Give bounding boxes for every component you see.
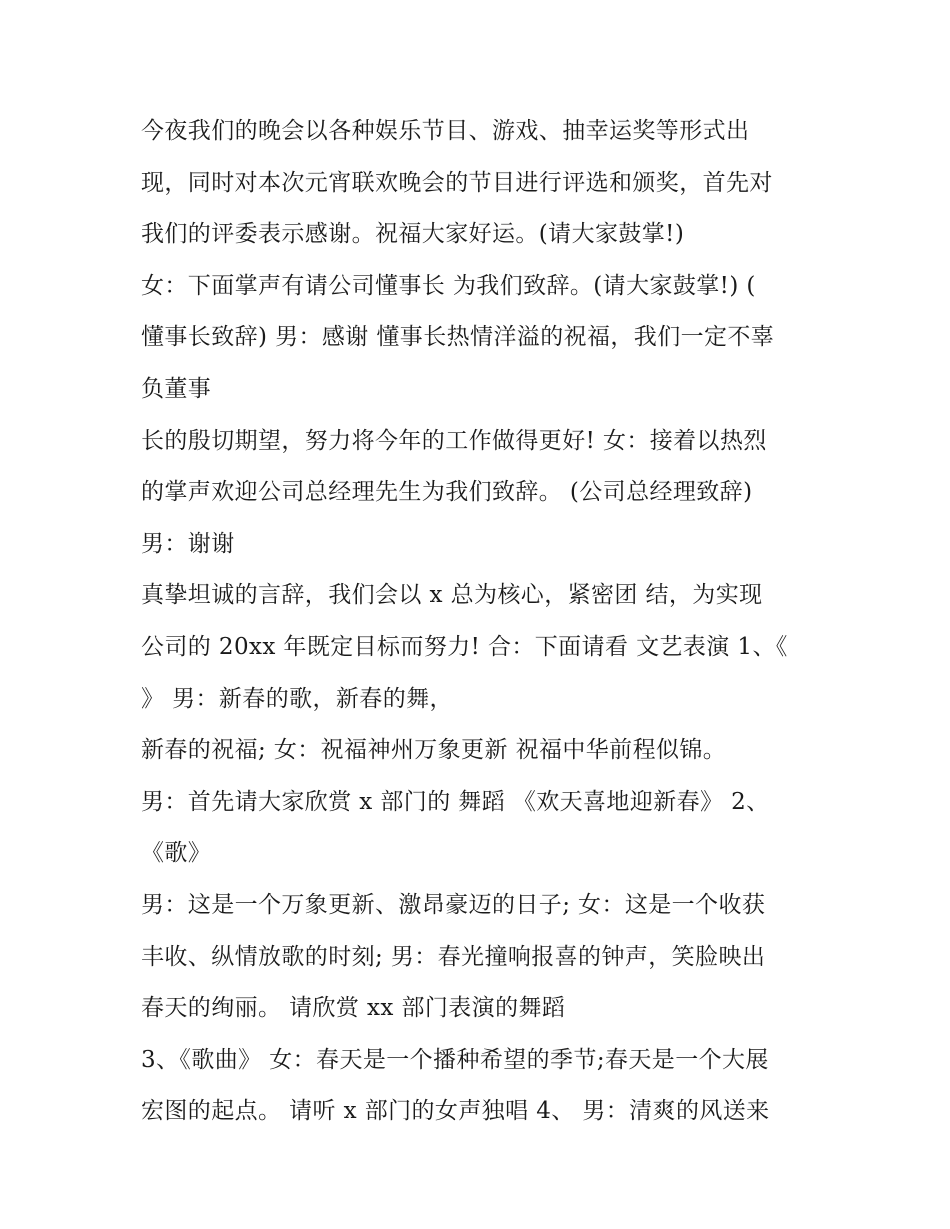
text-line: 长的殷切期望，努力将今年的工作做得更好! 女：接着以热烈: [141, 427, 767, 454]
text-line: 3、《歌曲》 女：春天是一个播种希望的季节;春天是一个大展: [141, 1046, 769, 1073]
text-line: 的掌声欢迎公司总经理先生为我们致辞。 (公司总经理致辞): [141, 479, 753, 506]
text-line: 负董事: [141, 375, 212, 402]
text-line: 公司的 20xx 年既定目标而努力! 合：下面请看 文艺表演 1、《: [141, 633, 788, 660]
text-line: 真挚坦诚的言辞，我们会以 x 总为核心，紧密团 结，为实现: [141, 582, 763, 609]
text-line: 《歌》: [141, 840, 212, 867]
text-line: 》 男：新春的歌，新春的舞，: [141, 685, 453, 712]
text-line: 懂事长致辞) 男：感谢 懂事长热情洋溢的祝福，我们一定不辜: [141, 324, 775, 351]
text-line: 今夜我们的晚会以各种娱乐节目、游戏、抽幸运奖等形式出: [141, 118, 750, 144]
text-line: 男：首先请大家欣赏 x 部门的 舞蹈 《欢天喜地迎新春》 2、: [141, 788, 770, 815]
text-line: 春天的绚丽。 请欣赏 xx 部门表演的舞蹈: [141, 995, 566, 1022]
text-line: 男：这是一个万象更新、激昂豪迈的日子; 女：这是一个收获: [141, 891, 766, 918]
text-line: 女：下面掌声有请公司懂事长 为我们致辞。(请大家鼓掌!) (: [141, 272, 756, 299]
text-line: 男：谢谢: [141, 530, 235, 557]
text-line: 现，同时对本次元宵联欢晚会的节目进行评选和颁奖，首先对: [141, 169, 773, 196]
text-line: 丰收、纵情放歌的时刻; 男：春光撞响报喜的钟声，笑脸映出: [141, 943, 766, 970]
text-line: 我们的评委表示感谢。祝福大家好运。(请大家鼓掌!): [141, 221, 685, 248]
text-line: 宏图的起点。 请听 x 部门的女声独唱 4、 男：清爽的风送来: [141, 1098, 770, 1125]
document-body: [141, 106, 821, 1138]
text-line: 新春的祝福; 女：祝福神州万象更新 祝福中华前程似锦。: [141, 737, 727, 764]
